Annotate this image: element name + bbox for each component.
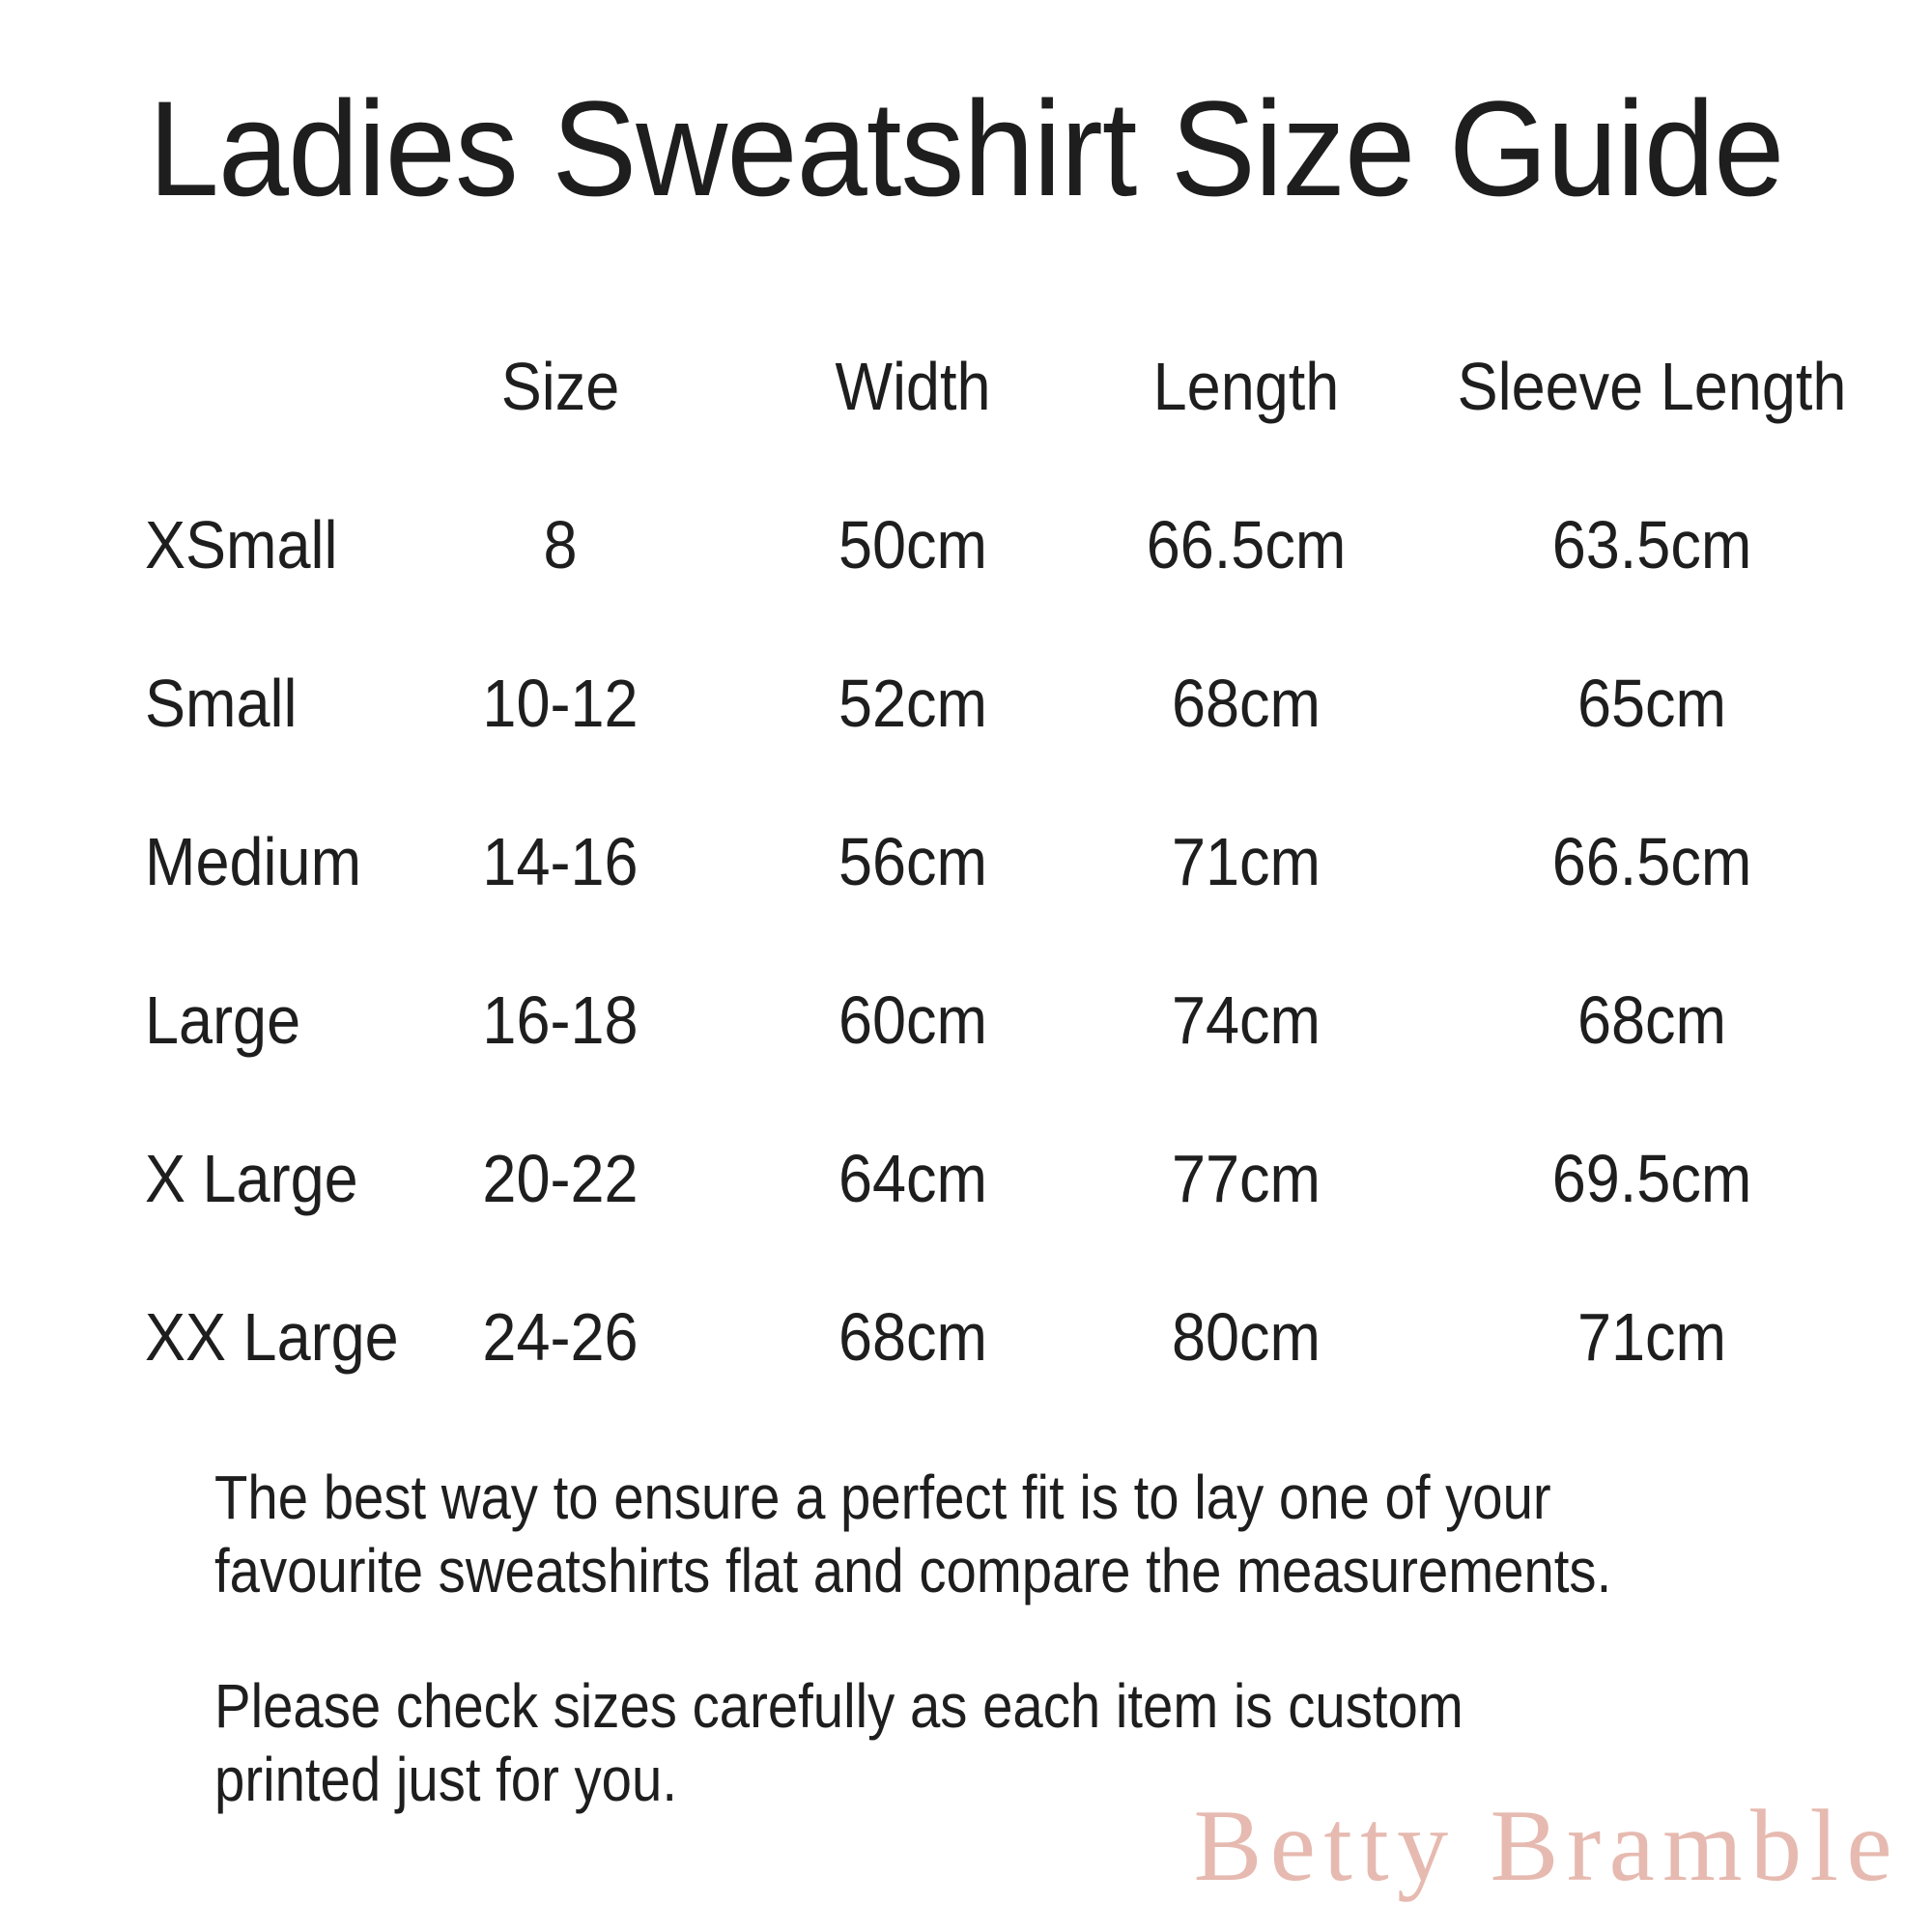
- header-sleeve-length: Sleeve Length: [1457, 349, 1847, 424]
- cell-length: 77cm: [1171, 1141, 1321, 1216]
- cell-length: 71cm: [1171, 824, 1321, 899]
- cell-width: 64cm: [838, 1141, 988, 1216]
- cell-sleeve-length: 69.5cm: [1551, 1141, 1752, 1216]
- row-label: Large: [145, 982, 301, 1058]
- cell-width: 56cm: [838, 824, 988, 899]
- header-length: Length: [1152, 349, 1340, 424]
- cell-sleeve-length: 66.5cm: [1551, 824, 1752, 899]
- cell-size: 16-18: [482, 982, 639, 1058]
- cell-size: 8: [543, 507, 578, 582]
- cell-length: 66.5cm: [1146, 507, 1347, 582]
- cell-size: 10-12: [482, 666, 639, 741]
- note-line: printed just for you.: [214, 1745, 677, 1814]
- cell-width: 60cm: [838, 982, 988, 1058]
- note-line: Please check sizes carefully as each item is custom: [214, 1671, 1463, 1741]
- row-label: Small: [145, 666, 298, 741]
- header-width: Width: [835, 349, 991, 424]
- brand-logo: Betty Bramble: [1193, 1789, 1900, 1902]
- note-line: The best way to ensure a perfect fit is to lay one of your: [214, 1463, 1551, 1532]
- cell-length: 74cm: [1171, 982, 1321, 1058]
- row-label: Medium: [145, 824, 362, 899]
- size-table: [145, 307, 1932, 1416]
- cell-width: 50cm: [838, 507, 988, 582]
- row-label: X Large: [145, 1141, 358, 1216]
- cell-length: 68cm: [1171, 666, 1321, 741]
- note-fit-tip: [214, 1461, 1611, 1607]
- cell-width: 68cm: [838, 1299, 988, 1375]
- cell-width: 52cm: [838, 666, 988, 741]
- row-label: XX Large: [145, 1299, 399, 1375]
- note-line: favourite sweatshirts flat and compare the measurements.: [214, 1536, 1612, 1605]
- cell-sleeve-length: 71cm: [1577, 1299, 1727, 1375]
- cell-size: 24-26: [482, 1299, 639, 1375]
- header-spacer: [145, 307, 388, 466]
- row-label: XSmall: [145, 507, 338, 582]
- cell-sleeve-length: 63.5cm: [1551, 507, 1752, 582]
- cell-size: 14-16: [482, 824, 639, 899]
- cell-sleeve-length: 65cm: [1577, 666, 1727, 741]
- page-title: Ladies Sweatshirt Size Guide: [148, 72, 1784, 224]
- cell-sleeve-length: 68cm: [1577, 982, 1727, 1058]
- header-size: Size: [500, 349, 620, 424]
- cell-size: 20-22: [482, 1141, 639, 1216]
- cell-length: 80cm: [1171, 1299, 1321, 1375]
